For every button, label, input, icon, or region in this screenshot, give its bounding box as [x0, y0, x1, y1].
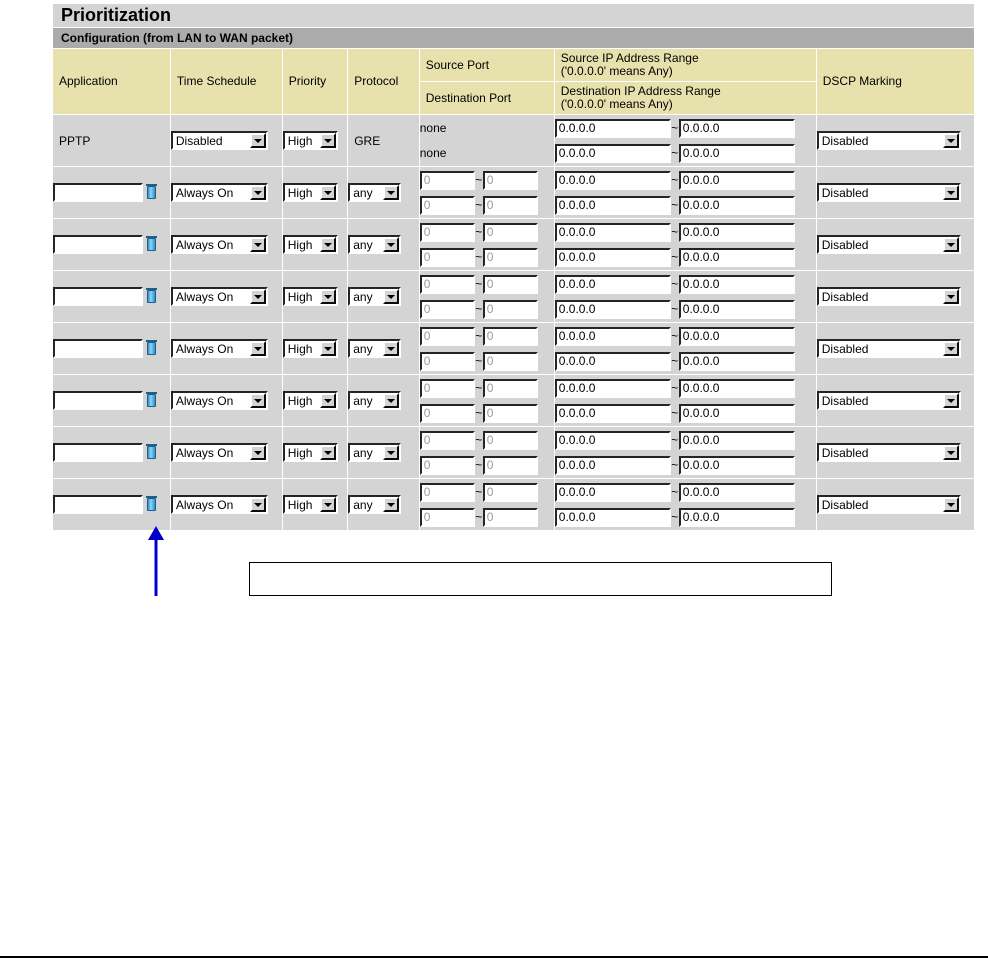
range-separator: ~: [671, 146, 679, 160]
chevron-down-icon: [943, 497, 959, 512]
range-separator: ~: [671, 510, 679, 524]
dscp-select-value: Disabled: [821, 289, 869, 304]
time-schedule-select-value: Always On: [175, 497, 234, 512]
range-separator: ~: [671, 121, 679, 135]
chevron-down-icon: [250, 497, 266, 512]
time-schedule-select[interactable]: [171, 391, 268, 410]
application-input[interactable]: [53, 339, 143, 358]
chevron-down-icon: [383, 393, 399, 408]
dscp-cell: [817, 479, 974, 530]
protocol-select-value: any: [353, 445, 373, 460]
range-separator: ~: [671, 354, 679, 368]
range-separator: ~: [671, 277, 679, 291]
dscp-select-value: Disabled: [821, 185, 869, 200]
page-title: Prioritization: [53, 4, 974, 27]
destination-port-from[interactable]: 0: [420, 352, 475, 371]
dscp-cell: [817, 219, 974, 270]
dscp-cell: [817, 271, 974, 322]
application-input[interactable]: [53, 183, 143, 202]
source-ip-to[interactable]: 0.0.0.0: [679, 171, 795, 190]
priority-select-value: High: [287, 393, 313, 408]
trash-icon[interactable]: [147, 186, 156, 199]
source-ip-to[interactable]: 0.0.0.0: [679, 379, 795, 398]
chevron-down-icon: [320, 341, 336, 356]
dscp-cell: [817, 167, 974, 218]
source-port-to[interactable]: 0: [483, 327, 538, 346]
priority-cell: [283, 271, 347, 322]
priority-select[interactable]: [283, 495, 338, 514]
range-separator: ~: [475, 406, 483, 420]
prioritization-panel: [53, 4, 974, 531]
priority-select-value: High: [287, 289, 313, 304]
protocol-select-value: any: [353, 341, 373, 356]
destination-port-to[interactable]: 0: [483, 196, 538, 215]
table-body: [53, 115, 974, 530]
dscp-cell: [817, 323, 974, 374]
application-input[interactable]: [53, 391, 143, 410]
source-port-from[interactable]: 0: [420, 327, 475, 346]
dscp-cell: [817, 427, 974, 478]
application-input[interactable]: [53, 235, 143, 254]
chevron-down-icon: [250, 341, 266, 356]
time-schedule-select[interactable]: [171, 287, 268, 306]
priority-select-value: High: [287, 237, 313, 252]
time-schedule-select-value: Always On: [175, 289, 234, 304]
time-schedule-select[interactable]: [171, 339, 268, 358]
priority-select-value: High: [287, 185, 313, 200]
chevron-down-icon: [943, 133, 959, 148]
source-ip-to[interactable]: 0.0.0.0: [679, 119, 795, 138]
dscp-select[interactable]: [817, 235, 961, 254]
destination-port-from[interactable]: 0: [420, 196, 475, 215]
destination-ip-from[interactable]: 0.0.0.0: [555, 196, 671, 215]
time-schedule-select-value: Always On: [175, 393, 234, 408]
ip-cell: [555, 427, 816, 478]
source-port-text: none: [419, 121, 447, 135]
priority-select[interactable]: [283, 183, 338, 202]
range-separator: ~: [475, 485, 483, 499]
range-separator: ~: [475, 225, 483, 239]
application-cell: [53, 427, 170, 478]
time-schedule-cell: [171, 479, 282, 530]
arrow-head: [148, 526, 164, 540]
time-schedule-select-value: Always On: [175, 237, 234, 252]
range-separator: ~: [475, 381, 483, 395]
ip-cell: [555, 479, 816, 530]
table-row: [53, 219, 974, 270]
chevron-down-icon: [383, 341, 399, 356]
priority-cell: [283, 479, 347, 530]
chevron-down-icon: [943, 341, 959, 356]
destination-port-to[interactable]: 0: [483, 300, 538, 319]
ip-cell: [555, 323, 816, 374]
col-source-ip: [555, 49, 816, 81]
time-schedule-select-value: Always On: [175, 341, 234, 356]
destination-ip-to[interactable]: 0.0.0.0: [679, 404, 795, 423]
port-cell: [420, 167, 554, 218]
port-cell: [420, 219, 554, 270]
source-port-to[interactable]: 0: [483, 483, 538, 502]
col-destination-port: Destination Port: [420, 82, 554, 114]
destination-ip-to[interactable]: 0.0.0.0: [679, 508, 795, 527]
range-separator: ~: [671, 381, 679, 395]
ip-cell: [555, 115, 816, 166]
priority-cell: [283, 375, 347, 426]
chevron-down-icon: [943, 237, 959, 252]
chevron-down-icon: [320, 133, 336, 148]
destination-ip-from[interactable]: 0.0.0.0: [555, 144, 671, 163]
chevron-down-icon: [383, 237, 399, 252]
chevron-down-icon: [943, 185, 959, 200]
chevron-down-icon: [943, 393, 959, 408]
dscp-cell: [817, 115, 974, 166]
source-port-to[interactable]: 0: [483, 379, 538, 398]
chevron-down-icon: [383, 445, 399, 460]
protocol-select-value: any: [353, 185, 373, 200]
time-schedule-cell: [171, 219, 282, 270]
chevron-down-icon: [250, 289, 266, 304]
page-divider: [0, 956, 988, 958]
section-title: Configuration (from LAN to WAN packet): [53, 28, 974, 48]
time-schedule-cell: [171, 375, 282, 426]
priority-select-value: High: [287, 133, 313, 148]
col-source-ip-label: Source IP Address Range: [560, 51, 699, 65]
destination-ip-from[interactable]: 0.0.0.0: [555, 300, 671, 319]
destination-ip-from[interactable]: 0.0.0.0: [555, 248, 671, 267]
dscp-select-value: Disabled: [821, 237, 869, 252]
destination-ip-from[interactable]: 0.0.0.0: [555, 456, 671, 475]
col-dscp: DSCP Marking: [817, 49, 974, 114]
ip-cell: [555, 219, 816, 270]
time-schedule-cell: [171, 115, 282, 166]
trash-icon[interactable]: [147, 498, 156, 511]
time-schedule-select-value: Always On: [175, 185, 234, 200]
table-row: [53, 271, 974, 322]
range-separator: ~: [475, 173, 483, 187]
chevron-down-icon: [320, 445, 336, 460]
dscp-select[interactable]: [817, 495, 961, 514]
chevron-down-icon: [250, 445, 266, 460]
time-schedule-select[interactable]: [171, 495, 268, 514]
arrow-up-icon: [146, 526, 166, 596]
table-row: [53, 167, 974, 218]
protocol-cell: [348, 219, 419, 270]
protocol-select[interactable]: [348, 287, 401, 306]
range-separator: ~: [475, 433, 483, 447]
application-input[interactable]: [53, 495, 143, 514]
source-port-from[interactable]: 0: [420, 223, 475, 242]
destination-ip-to[interactable]: 0.0.0.0: [679, 300, 795, 319]
range-separator: ~: [475, 198, 483, 212]
priority-select[interactable]: [283, 443, 338, 462]
col-application: Application: [53, 49, 170, 114]
col-destination-ip: [555, 82, 816, 114]
table-row: [53, 479, 974, 530]
source-ip-to[interactable]: 0.0.0.0: [679, 431, 795, 450]
priority-cell: [283, 427, 347, 478]
prioritization-table: [52, 48, 975, 531]
port-cell: [420, 427, 554, 478]
destination-port-from[interactable]: 0: [420, 508, 475, 527]
protocol-select-value: any: [353, 237, 373, 252]
range-separator: ~: [671, 198, 679, 212]
priority-select[interactable]: [283, 287, 338, 306]
col-destination-ip-label: Destination IP Address Range: [560, 84, 721, 98]
application-cell: [53, 167, 170, 218]
priority-select[interactable]: [283, 235, 338, 254]
dscp-select-value: Disabled: [821, 393, 869, 408]
source-ip-from[interactable]: 0.0.0.0: [555, 379, 671, 398]
range-separator: ~: [671, 406, 679, 420]
protocol-select[interactable]: [348, 183, 401, 202]
priority-select[interactable]: [283, 131, 338, 150]
range-separator: ~: [671, 458, 679, 472]
application-cell: [53, 323, 170, 374]
chevron-down-icon: [320, 393, 336, 408]
source-ip-from[interactable]: 0.0.0.0: [555, 275, 671, 294]
protocol-cell: [348, 375, 419, 426]
protocol-select[interactable]: [348, 339, 401, 358]
time-schedule-cell: [171, 427, 282, 478]
col-source-port: Source Port: [420, 49, 554, 81]
range-separator: ~: [671, 173, 679, 187]
application-cell: [53, 271, 170, 322]
dscp-select-value: Disabled: [821, 445, 869, 460]
source-port-from[interactable]: 0: [420, 431, 475, 450]
destination-ip-to[interactable]: 0.0.0.0: [679, 456, 795, 475]
source-ip-to[interactable]: 0.0.0.0: [679, 327, 795, 346]
chevron-down-icon: [250, 133, 266, 148]
source-ip-from[interactable]: 0.0.0.0: [555, 171, 671, 190]
application-name: PPTP: [53, 115, 170, 166]
application-cell: [53, 219, 170, 270]
source-ip-from[interactable]: 0.0.0.0: [555, 119, 671, 138]
source-port-to[interactable]: 0: [483, 275, 538, 294]
callout-box: [249, 562, 832, 596]
application-input[interactable]: [53, 287, 143, 306]
time-schedule-cell: [171, 271, 282, 322]
application-cell: [53, 479, 170, 530]
port-cell: [420, 323, 554, 374]
source-ip-to[interactable]: 0.0.0.0: [679, 483, 795, 502]
priority-select-value: High: [287, 497, 313, 512]
source-ip-to[interactable]: 0.0.0.0: [679, 223, 795, 242]
protocol-cell: [348, 271, 419, 322]
destination-ip-to[interactable]: 0.0.0.0: [679, 196, 795, 215]
source-port-to[interactable]: 0: [483, 171, 538, 190]
priority-select[interactable]: [283, 339, 338, 358]
destination-ip-to[interactable]: 0.0.0.0: [679, 144, 795, 163]
destination-port-to[interactable]: 0: [483, 248, 538, 267]
trash-icon[interactable]: [147, 394, 156, 407]
range-separator: ~: [671, 225, 679, 239]
source-port-from[interactable]: 0: [420, 171, 475, 190]
protocol-select-value: any: [353, 393, 373, 408]
col-protocol: Protocol: [348, 49, 419, 114]
chevron-down-icon: [320, 289, 336, 304]
col-time-schedule: Time Schedule: [171, 49, 282, 114]
time-schedule-select[interactable]: [171, 443, 268, 462]
time-schedule-select[interactable]: [171, 131, 268, 150]
protocol-select[interactable]: [348, 391, 401, 410]
range-separator: ~: [475, 510, 483, 524]
chevron-down-icon: [320, 185, 336, 200]
dscp-select-value: Disabled: [821, 341, 869, 356]
source-ip-from[interactable]: 0.0.0.0: [555, 327, 671, 346]
time-schedule-select-value: Always On: [175, 445, 234, 460]
trash-icon[interactable]: [147, 290, 156, 303]
range-separator: ~: [671, 485, 679, 499]
range-separator: ~: [475, 302, 483, 316]
chevron-down-icon: [320, 497, 336, 512]
protocol-select-value: any: [353, 289, 373, 304]
range-separator: ~: [475, 277, 483, 291]
chevron-down-icon: [250, 237, 266, 252]
priority-select[interactable]: [283, 391, 338, 410]
chevron-down-icon: [943, 289, 959, 304]
dscp-select[interactable]: [817, 391, 961, 410]
dscp-select[interactable]: [817, 183, 961, 202]
range-separator: ~: [671, 250, 679, 264]
destination-port-to[interactable]: 0: [483, 456, 538, 475]
destination-port-from[interactable]: 0: [420, 404, 475, 423]
priority-cell: [283, 115, 347, 166]
protocol-select[interactable]: [348, 235, 401, 254]
range-separator: ~: [475, 329, 483, 343]
source-ip-from[interactable]: 0.0.0.0: [555, 483, 671, 502]
protocol-select[interactable]: [348, 495, 401, 514]
chevron-down-icon: [320, 237, 336, 252]
destination-port-from[interactable]: 0: [420, 300, 475, 319]
protocol-select[interactable]: [348, 443, 401, 462]
trash-icon[interactable]: [147, 446, 156, 459]
destination-port-to[interactable]: 0: [483, 508, 538, 527]
source-port-from[interactable]: 0: [420, 275, 475, 294]
table-row: [53, 115, 974, 166]
table-row: [53, 427, 974, 478]
dscp-select[interactable]: [817, 443, 961, 462]
chevron-down-icon: [250, 185, 266, 200]
destination-port-to[interactable]: 0: [483, 352, 538, 371]
table-row: [53, 375, 974, 426]
time-schedule-cell: [171, 167, 282, 218]
destination-port-from[interactable]: 0: [420, 248, 475, 267]
protocol-select-value: any: [353, 497, 373, 512]
port-cell: [420, 271, 554, 322]
ip-cell: [555, 375, 816, 426]
col-destination-ip-note: ('0.0.0.0' means Any): [560, 97, 673, 111]
destination-ip-from[interactable]: 0.0.0.0: [555, 508, 671, 527]
chevron-down-icon: [383, 497, 399, 512]
priority-select-value: High: [287, 445, 313, 460]
priority-cell: [283, 323, 347, 374]
source-ip-from[interactable]: 0.0.0.0: [555, 223, 671, 242]
destination-ip-to[interactable]: 0.0.0.0: [679, 248, 795, 267]
dscp-select[interactable]: [817, 339, 961, 358]
dscp-select-value: Disabled: [821, 133, 869, 148]
dscp-select-value: Disabled: [821, 497, 869, 512]
priority-cell: [283, 219, 347, 270]
source-ip-from[interactable]: 0.0.0.0: [555, 431, 671, 450]
protocol-cell: [348, 427, 419, 478]
time-schedule-select[interactable]: [171, 235, 268, 254]
destination-ip-from[interactable]: 0.0.0.0: [555, 404, 671, 423]
source-port-to[interactable]: 0: [483, 431, 538, 450]
source-port-to[interactable]: 0: [483, 223, 538, 242]
dscp-select[interactable]: [817, 287, 961, 306]
dscp-cell: [817, 375, 974, 426]
chevron-down-icon: [943, 445, 959, 460]
range-separator: ~: [475, 354, 483, 368]
port-cell: [420, 375, 554, 426]
port-cell: [420, 115, 554, 166]
trash-icon[interactable]: [147, 238, 156, 251]
destination-port-to[interactable]: 0: [483, 404, 538, 423]
chevron-down-icon: [383, 185, 399, 200]
protocol-cell: [348, 479, 419, 530]
protocol-cell: [348, 167, 419, 218]
application-input[interactable]: [53, 443, 143, 462]
source-port-from[interactable]: 0: [420, 379, 475, 398]
application-cell: [53, 375, 170, 426]
dscp-select[interactable]: [817, 131, 961, 150]
destination-port-text: none: [419, 146, 447, 160]
range-separator: ~: [671, 302, 679, 316]
range-separator: ~: [475, 250, 483, 264]
port-cell: [420, 479, 554, 530]
destination-port-from[interactable]: 0: [420, 456, 475, 475]
col-priority: Priority: [283, 49, 347, 114]
ip-cell: [555, 167, 816, 218]
priority-select-value: High: [287, 341, 313, 356]
range-separator: ~: [671, 433, 679, 447]
priority-cell: [283, 167, 347, 218]
destination-ip-from[interactable]: 0.0.0.0: [555, 352, 671, 371]
time-schedule-cell: [171, 323, 282, 374]
col-source-ip-note: ('0.0.0.0' means Any): [560, 64, 673, 78]
source-ip-to[interactable]: 0.0.0.0: [679, 275, 795, 294]
source-port-from[interactable]: 0: [420, 483, 475, 502]
protocol-value: GRE: [348, 115, 419, 166]
destination-ip-to[interactable]: 0.0.0.0: [679, 352, 795, 371]
protocol-cell: [348, 323, 419, 374]
chevron-down-icon: [383, 289, 399, 304]
time-schedule-select-value: Disabled: [175, 133, 223, 148]
ip-cell: [555, 271, 816, 322]
time-schedule-select[interactable]: [171, 183, 268, 202]
chevron-down-icon: [250, 393, 266, 408]
range-separator: ~: [475, 458, 483, 472]
table-row: [53, 323, 974, 374]
range-separator: ~: [671, 329, 679, 343]
trash-icon[interactable]: [147, 342, 156, 355]
